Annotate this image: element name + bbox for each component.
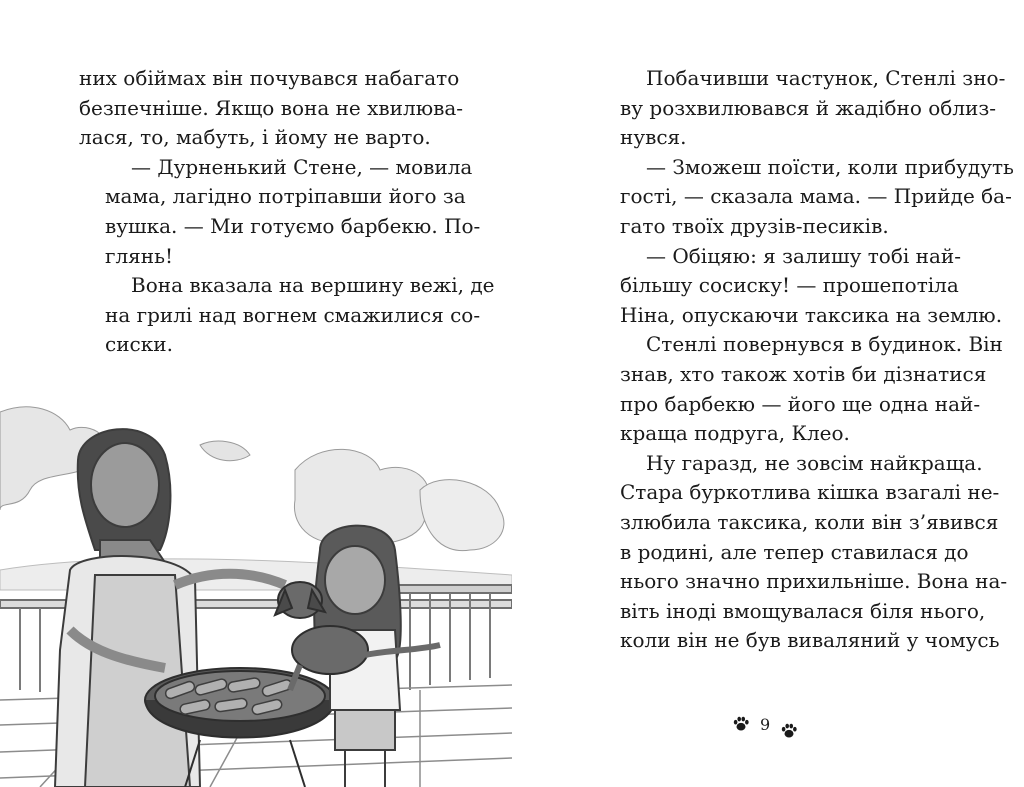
text-line: Ну гаразд, не зовсім найкраща. [646,450,983,475]
paragraph [79,64,464,153]
paragraph [594,330,1003,448]
text-line: вушка. — Ми готуємо барбекю. По- [105,213,481,238]
paragraph [79,271,495,360]
text-line: Вона вказала на вершину вежі, де [131,273,495,298]
text-line: знав, хто також хотів би дізнатися [620,361,987,386]
text-line: лася, то, мабуть, і йому не варто. [79,125,431,150]
text-line: Побачивши частунок, Стенлі зно- [646,66,1006,90]
left-page-text [79,64,495,360]
text-line: більшу сосиску! — прошепотіла [620,273,959,298]
text-line: віть іноді вмощувалася біля нього, [620,598,986,623]
text-line: Стенлі повернувся в будинок. Він [646,332,1003,357]
text-line: глянь! [105,243,174,268]
text-line: злюбила таксика, коли він з’явився [620,509,999,534]
text-line: — Зможеш поїсти, коли прибудуть [646,154,1014,179]
text-line: — Обіцяю: я залишу тобі най- [646,243,961,268]
paragraph [594,449,1008,656]
paragraph [594,242,1003,331]
text-line: — Дурненький Стене, — мовила [131,154,473,179]
text-line: ву розхвилювався й жадібно облиз- [620,95,997,120]
text-line: сиски. [105,332,173,357]
text-line: краща подруга, Клео. [620,421,850,446]
paw-print-icon [732,715,750,733]
paragraph [594,153,1014,242]
barbecue-scene-illustration [0,400,512,787]
text-line: нього значно прихильніше. Вона на- [620,569,1008,594]
text-line: про барбекю — його ще одна най- [620,391,981,416]
text-line: мама, лагідно потріпавши його за [105,184,466,209]
paragraph [594,64,1006,153]
page-number: 9 [760,714,771,734]
text-line: на грилі над вогнем смажилися со- [105,302,481,327]
page-folio [732,708,798,740]
text-line: Ніна, опускаючи таксика на землю. [620,302,1003,327]
text-line: в родині, але тепер ставилася до [620,539,969,564]
paw-print-icon [780,722,798,740]
text-line: Стара буркотлива кішка взагалі не- [620,480,1000,505]
text-line: коли він не був виваляний у чомусь [620,628,1000,653]
text-line: гато твоїх друзів-песиків. [620,213,889,238]
right-page-text [594,64,1014,656]
text-line: них обіймах він почувався набагато [79,66,460,90]
paragraph [79,153,481,271]
text-line: безпечніше. Якщо вона не хвилюва- [79,95,464,120]
right-page [512,0,1024,787]
text-line: нувся. [620,125,687,150]
text-line: гості, — сказала мама. — Прийде ба- [620,184,1012,209]
